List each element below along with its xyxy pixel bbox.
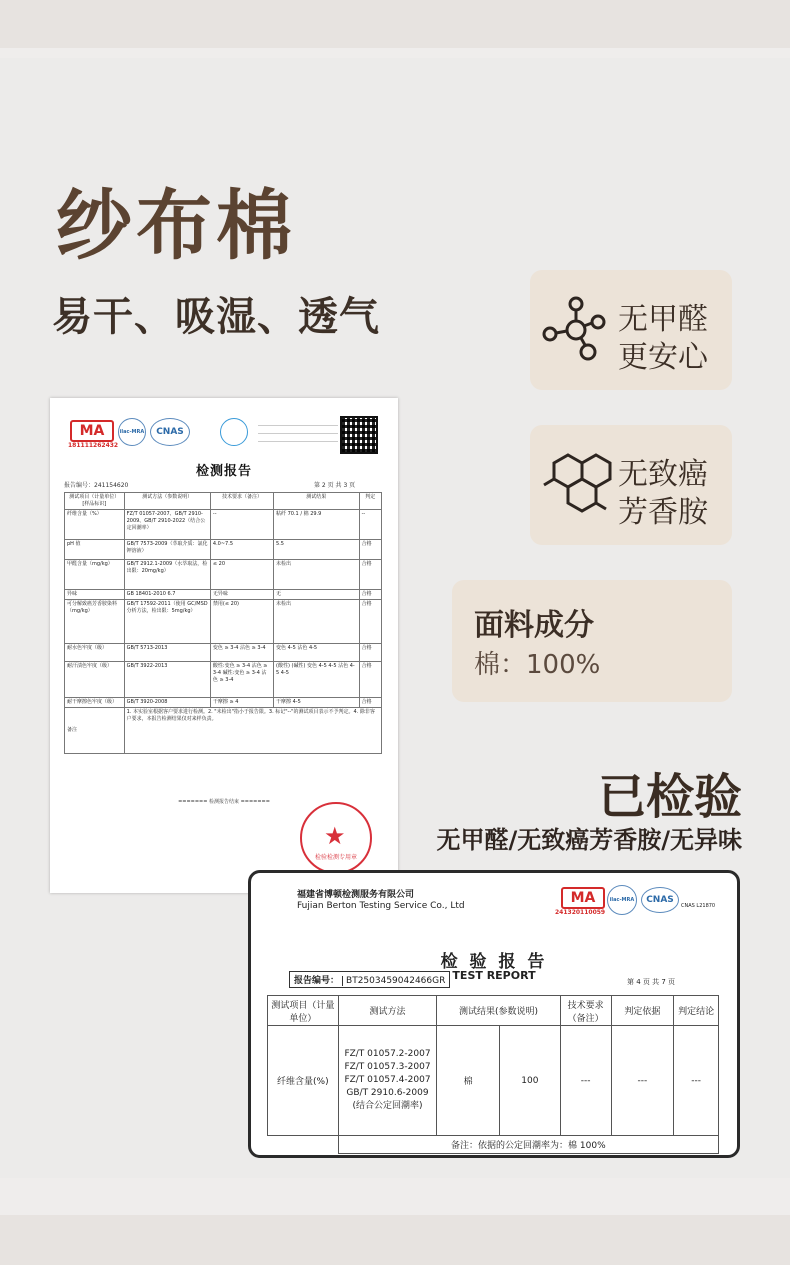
- table-header: 测试结果: [274, 493, 360, 510]
- method-line: GB/T 2910.6-2009: [346, 1088, 429, 1098]
- cell: ≤ 20: [210, 560, 273, 590]
- cell: 无: [274, 590, 360, 600]
- cell: 合格: [359, 644, 381, 662]
- cell: 合格: [359, 590, 381, 600]
- composition-value: 棉：100%: [474, 650, 601, 680]
- report-number: [289, 971, 450, 988]
- cell: GB/T 17592-2011（使用 GC/MSD 分析方法，检出限：5mg/kg）: [124, 600, 210, 644]
- qr-code-icon: [340, 416, 378, 454]
- cell: 可分解致癌芳香胺染料（mg/kg）: [65, 600, 125, 644]
- ma-number: 241320110059: [555, 909, 606, 916]
- cell: 未检出: [274, 560, 360, 590]
- verified-heading: 已检验: [597, 769, 742, 825]
- cell: ---: [611, 1026, 674, 1136]
- stamp-text: 检验检测专用章: [314, 854, 357, 861]
- cell: 合格: [359, 600, 381, 644]
- table-header: 判定结论: [674, 996, 719, 1026]
- report-table: [64, 492, 382, 754]
- report-title: 检 验 报 告: [440, 952, 548, 972]
- cell: ---: [560, 1026, 611, 1136]
- table-row: [65, 662, 382, 698]
- cell: FZ/T 01057-2007、GB/T 2910-2009、GB/T 2910-2022（结合公定回潮率）: [124, 510, 210, 540]
- red-seal-stamp: [300, 802, 372, 874]
- cell: 4.0~7.5: [210, 540, 273, 560]
- feature-line1: 无致癌: [618, 457, 708, 492]
- table-row: [65, 510, 382, 540]
- report-number-label: 报告编号：: [294, 976, 340, 986]
- report-number-value: BT2503459042466GR: [342, 976, 445, 986]
- cell: --: [210, 510, 273, 540]
- method-cell: [338, 1026, 437, 1136]
- table-header: 技术要求（备注）: [210, 493, 273, 510]
- table-header: 测试方法: [338, 996, 437, 1026]
- composition-card: [452, 580, 732, 702]
- cell: 异味: [65, 590, 125, 600]
- bottom-band: [0, 1215, 790, 1265]
- method-line: (结合公定回潮率): [352, 1101, 423, 1111]
- test-report-2: [248, 870, 740, 1158]
- cell: GB/T 5713-2013: [124, 644, 210, 662]
- cell: --: [359, 510, 381, 540]
- cell: 粘纤 70.1 / 棉 29.9: [274, 510, 360, 540]
- benzene-rings-icon: [540, 447, 616, 523]
- lab-info-text: [258, 420, 338, 442]
- cell: ---: [674, 1026, 719, 1136]
- cell: 耐水色牢度（级）: [65, 644, 125, 662]
- feature-card-amine: [530, 425, 732, 545]
- verified-claims: 无甲醛/无致癌芳香胺/无异味: [436, 826, 742, 854]
- cell: 变色 ≥ 3-4 沾色 ≥ 3-4: [210, 644, 273, 662]
- feature-line2: 芳香胺: [618, 495, 708, 530]
- table-header: 技术要求（备注）: [560, 996, 611, 1026]
- table-header: 测试方法（参数说明）: [124, 493, 210, 510]
- table-header: 测试结果(参数说明): [437, 996, 560, 1026]
- table-header: 判定依据: [611, 996, 674, 1026]
- cell: 未检出: [274, 600, 360, 644]
- cell: (酸性) (碱性) 变色 4-5 4-5 沾色 4-5 4-5: [274, 662, 360, 698]
- method-line: FZ/T 01057.4-2007: [344, 1075, 431, 1085]
- cell: 合格: [359, 540, 381, 560]
- page-title: 纱布棉: [56, 181, 296, 270]
- cell: 5.5: [274, 540, 360, 560]
- ma-number: 181111262432: [68, 442, 119, 449]
- note-label: 备注: [65, 708, 125, 754]
- top-band: [0, 0, 790, 48]
- table-row: [65, 708, 382, 754]
- report-title: 检测报告: [195, 464, 252, 479]
- cell: 棉: [437, 1026, 500, 1136]
- report-title-en: TEST REPORT: [452, 969, 536, 982]
- cell: 酸性:变色 ≥ 3-4 沾色 ≥ 3-4 碱性:变色 ≥ 3-4 沾色 ≥ 3-4: [210, 662, 273, 698]
- testing-seal-icon: [220, 418, 248, 446]
- table-row: [65, 540, 382, 560]
- cnas-logo: CNAS: [641, 887, 679, 913]
- cell: GB 18401-2010 6.7: [124, 590, 210, 600]
- ma-logo: MA: [561, 887, 605, 909]
- report-page: 第 2 页 共 3 页: [314, 482, 356, 489]
- cell: 合格: [359, 560, 381, 590]
- cell: GB/T 3922-2013: [124, 662, 210, 698]
- cell: 耐干摩擦色牢度（级）: [65, 698, 125, 708]
- cell: 合格: [359, 662, 381, 698]
- cell: 100: [499, 1026, 560, 1136]
- note-text: 备注：依据的公定回潮率为：棉 100%: [338, 1136, 718, 1154]
- page-subtitle: 易干、吸湿、透气: [52, 294, 380, 340]
- cell: 禁用(≤ 20): [210, 600, 273, 644]
- report-end: ======= 检测报告结束 =======: [178, 799, 270, 805]
- table-row: [65, 698, 382, 708]
- cell: pH 值: [65, 540, 125, 560]
- cell: 干摩擦 ≥ 4: [210, 698, 273, 708]
- ilac-logo: ilac-MRA: [607, 885, 637, 915]
- report-number: 报告编号：241154620: [64, 482, 129, 489]
- cell: 纤维含量（%）: [65, 510, 125, 540]
- company-name-en: Fujian Berton Testing Service Co., Ltd: [297, 901, 465, 911]
- ma-logo: MA: [70, 420, 114, 442]
- cell: 合格: [359, 698, 381, 708]
- composition-heading: 面料成分: [474, 608, 594, 643]
- table-header: 测试项目（计量单位）[样品标识]: [65, 493, 125, 510]
- feature-line1: 无甲醛: [618, 302, 708, 337]
- cell: GB/T 2912.1-2009（水萃取法，检出限：20mg/kg）: [124, 560, 210, 590]
- test-report-1: [50, 398, 398, 893]
- cnas-code: CNAS L21870: [681, 903, 716, 909]
- cell: 耐汗渍色牢度（级）: [65, 662, 125, 698]
- cnas-logo: CNAS: [150, 418, 190, 446]
- cell: 无异味: [210, 590, 273, 600]
- cell: 甲醛含量（mg/kg）: [65, 560, 125, 590]
- cell: GB/T 3920-2008: [124, 698, 210, 708]
- ilac-logo: ilac-MRA: [118, 418, 146, 446]
- feature-card-formaldehyde: [530, 270, 732, 390]
- report-page: 第 4 页 共 7 页: [627, 978, 676, 986]
- cell: GB/T 7573-2009（萃取介质：氯化钾溶液）: [124, 540, 210, 560]
- company-name: 福建省博顿检测服务有限公司: [297, 890, 415, 900]
- cell: 变色 4-5 沾色 4-5: [274, 644, 360, 662]
- note-text: 1. 本实验室根据客户要求进行检测。2. "未检出"指小于报告限。3. 标记"--"的测试项目表示不予判定。4. 除非客户要求，本报告检测结果仅对来样负责。: [124, 708, 381, 754]
- cell: 干摩擦 4-5: [274, 698, 360, 708]
- table-row: [65, 560, 382, 590]
- cell: 纤维含量(%): [268, 1026, 339, 1136]
- table-header: 测试项目（计量单位）: [268, 996, 339, 1026]
- table-row: [268, 1026, 719, 1136]
- method-line: FZ/T 01057.3-2007: [344, 1062, 431, 1072]
- table-row: [65, 590, 382, 600]
- molecule-icon: [542, 294, 612, 364]
- star-icon: ★: [324, 822, 346, 850]
- report-table: [267, 995, 719, 1154]
- table-row: [65, 644, 382, 662]
- table-row: [65, 600, 382, 644]
- feature-line2: 更安心: [618, 340, 708, 375]
- method-line: FZ/T 01057.2-2007: [344, 1049, 431, 1059]
- table-header: 判定: [359, 493, 381, 510]
